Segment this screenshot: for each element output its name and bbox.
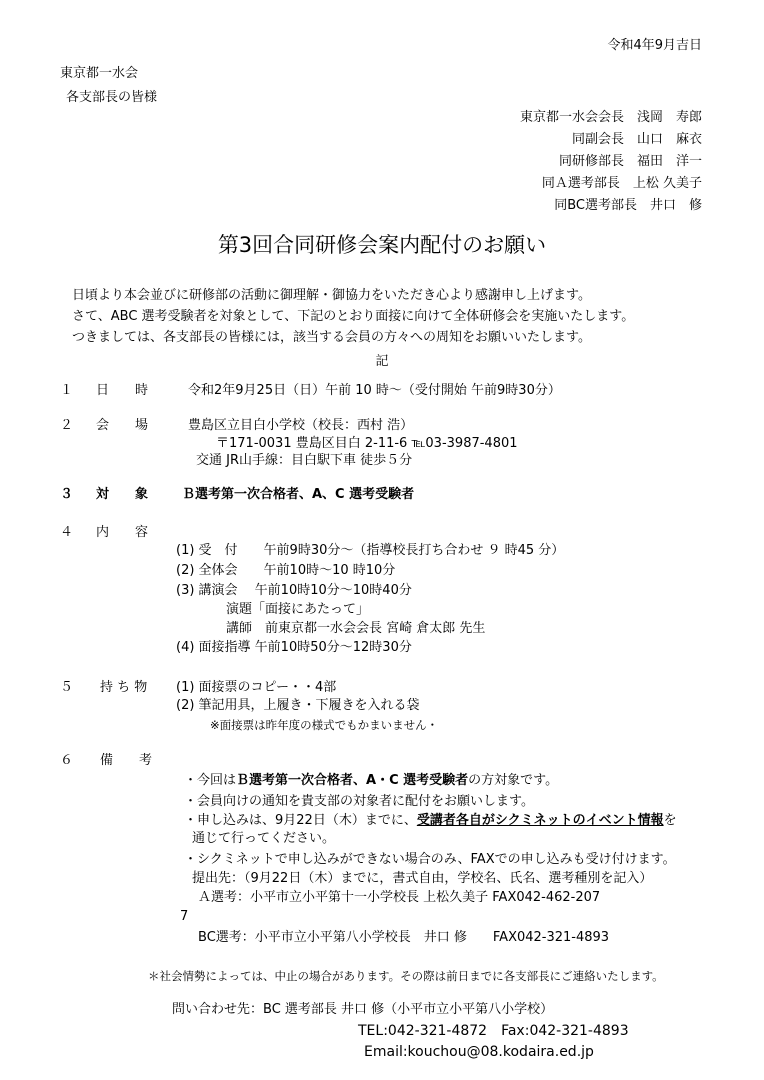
sender-name: 井口 修 — [649, 198, 702, 213]
remarks-line-7-wrap: 7 — [180, 909, 189, 924]
ki-heading: 記 — [375, 354, 389, 369]
remarks-line-3-bold: 受講者各自がシクミネットのイベント情報 — [416, 813, 664, 828]
item-6-label: 備 考 — [100, 753, 153, 768]
remarks-line-3 — [184, 813, 677, 829]
item-1-number: １ — [60, 383, 74, 398]
item-3-value: Ｂ選考第一次合格者、A、C 選考受験者 — [182, 487, 415, 502]
sender-name: 浅岡 寿郎 — [636, 110, 702, 125]
item-2-address: 〒171-0031 豊島区目白 2-11-6 ℡03-3987-4801 — [216, 436, 518, 451]
sender-role: 同Ａ選考部長 — [541, 176, 620, 191]
remarks-line-6: 提出先：（9月22日（木）までに，書式自由，学校名、氏名、選考種別を記入） — [192, 871, 653, 886]
item-4-line-5: 講師 前東京都一水会会長 宮崎 倉太郎 先生 — [226, 621, 486, 636]
remarks-line-3-pre: ・申し込みは、9月22日（木）までに、 — [184, 813, 417, 828]
sender-role: 同副会長 — [571, 132, 624, 147]
item-1-value: 令和2年9月25日（日）午前 10 時～（受付開始 午前9時30分） — [188, 383, 561, 398]
remarks-line-4: 通じて行ってください。 — [192, 831, 336, 846]
intro-line-3: つきましては、各支部長の皆様には，該当する会員の方々への周知をお願いいたします。 — [72, 330, 591, 345]
sender-1 — [572, 132, 702, 148]
date: 令和4年9月吉日 — [607, 38, 702, 53]
sender-role: 同研修部長 — [558, 154, 624, 169]
contact-phone-fax: TEL:042-321-4872 Fax:042-321-4893 — [358, 1023, 629, 1039]
item-2-number: ２ — [60, 418, 74, 433]
item-5-label: 持 ち 物 — [100, 680, 148, 695]
item-3-label: 対 象 — [96, 487, 149, 502]
item-4-line-6: (4) 面接指導 午前10時50分～12時30分 — [176, 640, 412, 655]
sender-3 — [542, 176, 702, 192]
remarks-line-1 — [184, 773, 558, 789]
item-4-number: ４ — [60, 525, 74, 540]
sender-name: 福田 洋一 — [636, 154, 702, 169]
remarks-line-3-post: を — [663, 813, 677, 828]
item-4-line-4: 演題「面接にあたって」 — [226, 602, 370, 617]
item-1-label: 日 時 — [96, 383, 149, 398]
intro-line-1: 日頃より本会並びに研修部の活動に御理解・御協力をいただき心より感謝申し上げます。 — [72, 288, 591, 303]
sender-name: 上松 久美子 — [632, 176, 702, 191]
recipient-org: 東京都一水会 — [60, 66, 139, 81]
item-4-line-2: (2) 全体会 午前10時～10 時10分 — [176, 563, 396, 578]
remarks-line-1-pre: ・今回は — [184, 773, 237, 788]
item-2-venue: 豊島区立目白小学校（校長：西村 浩） — [188, 418, 414, 433]
item-3-number: ３ — [60, 487, 74, 502]
item-5-number: ５ — [60, 680, 74, 695]
item-4-line-3: (3) 講演会 午前10時10分～10時40分 — [176, 583, 412, 598]
item-4-line-1: (1) 受 付 午前9時30分～（指導校長打ち合わせ ９ 時45 分） — [176, 543, 565, 558]
remarks-line-1-bold: Ｂ選考第一次合格者、A・C 選考受験者 — [236, 773, 469, 788]
sender-2 — [559, 154, 702, 170]
sender-0 — [520, 110, 702, 126]
sender-role: 同BC選考部長 — [554, 198, 637, 213]
sender-name: 山口 麻衣 — [636, 132, 702, 147]
page-title: 第3回合同研修会案内配付のお願い — [217, 233, 547, 257]
item-2-label: 会 場 — [96, 418, 149, 433]
remarks-line-8: BC選考：小平市立小平第八小学校長 井口 修 FAX042-321-4893 — [198, 930, 610, 945]
item-5-line-2: (2) 筆記用具，上履き・下履きを入れる袋 — [176, 698, 420, 713]
remarks-line-1-post: の方対象です。 — [468, 773, 559, 788]
item-5-line-1: (1) 面接票のコピー・・4部 — [176, 680, 337, 695]
item-5-note: ※面接票は昨年度の様式でもかまいません・ — [210, 718, 439, 732]
remarks-line-2: ・会員向けの通知を貴支部の対象者に配付をお願いします。 — [184, 794, 534, 809]
remarks-line-5: ・シクミネットで申し込みができない場合のみ、FAXでの申し込みも受け付けます。 — [184, 852, 676, 867]
footnote: ＊社会情勢によっては、中止の場合があります。その際は前日までに各支部長にご連絡いたします。 — [148, 969, 664, 983]
sender-role: 東京都一水会会長 — [519, 110, 624, 125]
sender-4 — [554, 198, 702, 214]
item-4-label: 内 容 — [96, 525, 149, 540]
item-2-access: 交通 JR山手線：目白駅下車 徒歩５分 — [196, 453, 413, 468]
contact-email: Email:kouchou@08.kodaira.ed.jp — [364, 1044, 594, 1060]
intro-line-2: さて、ABC 選考受験者を対象として、下記のとおり面接に向けて全体研修会を実施いたします。 — [72, 309, 635, 324]
item-6-number: ６ — [60, 753, 74, 768]
recipient-addressee: 各支部長の皆様 — [66, 90, 158, 105]
contact-line-1: 問い合わせ先：BC 選考部長 井口 修（小平市立小平第八小学校） — [172, 1002, 554, 1017]
remarks-line-7: Ａ選考：小平市立小平第十一小学校長 上松久美子 FAX042-462-207 — [198, 890, 601, 905]
